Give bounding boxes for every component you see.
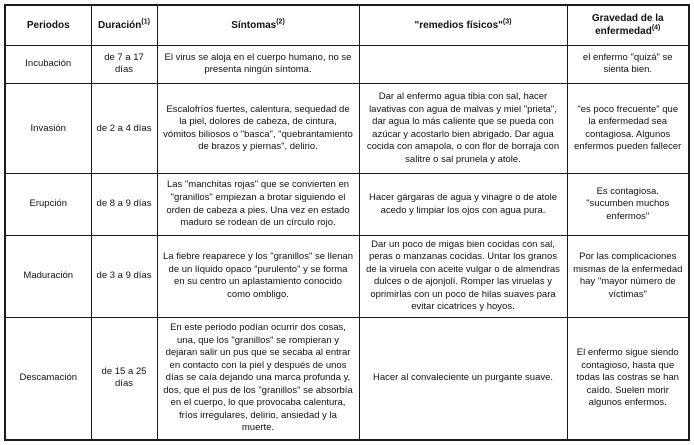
header-row xyxy=(5,5,689,45)
cell-erupcion-sintomas: Las "manchitas rojas" que se convierten en "granillos" empiezan a brotar siguiendo el orden de cabeza a pies. Una vez en estado maduro se rodean de un círculo rojo. xyxy=(157,174,359,235)
cell-maduracion-remedios: Dar un poco de migas bien cocidas con sal, peras o manzanas cocidas. Untar los granos de la viruela con aceite vulgar o de almendras dulces o de ajonjolí. Romper las viruelas y oprimirlas con un poco de hilas suaves para evitar cicatrices y hoyos. xyxy=(359,235,567,317)
table-row-descamacion xyxy=(5,317,689,440)
cell-maduracion-sintomas: La fiebre reaparece y los "granillos" se llenan de un líquido opaco "purulento" y se forma en su centro un aplastamiento conocido como ombligo. xyxy=(157,235,359,317)
table-row-invasion xyxy=(5,84,689,174)
cell-invasion-duracion: de 2 a 4 días xyxy=(91,84,157,174)
cell-erupcion-remedios: Hacer gárgaras de agua y vinagre o de atole acedo y limpiar los ojos con agua pura. xyxy=(359,174,567,235)
cell-invasion-gravedad: "es poco frecuente" que la enfermedad sea contagiosa. Algunos enfermos pueden fallecer xyxy=(567,84,689,174)
cell-descamacion-periodo: Descamación xyxy=(5,317,91,440)
header-label: Gravedad de la enfermedad xyxy=(591,13,664,38)
column-header-duracion xyxy=(91,5,157,45)
cell-maduracion-periodo: Maduración xyxy=(5,235,91,317)
cell-incubacion-gravedad: el enfermo "quizá" se sienta bien. xyxy=(567,45,689,84)
cell-descamacion-sintomas: En este periodo podían ocurrir dos cosas, una, que los "granillos" se rompieran y dejaran salir un pus que se secaba al entrar en contacto con la piel y después de unos días se caía dejando una marca profunda y, dos, que el pus de los "granillos" se absorbía en el cuerpo, lo que provocaba calentura, fríos irregulares, delirio, ansiedad y la muerte. xyxy=(157,317,359,440)
cell-invasion-sintomas: Escalofríos fuertes, calentura, sequedad de la piel, dolores de cabeza, de cintura, vómitos biliosos o "basca", "quebrantamiento de brazos y piernas", delirio. xyxy=(157,84,359,174)
cell-descamacion-gravedad: El enfermo sigue siendo contagioso, hasta que todas las costras se han caído. Suelen morir algunos enfermos. xyxy=(567,317,689,440)
cell-maduracion-duracion: de 3 a 9 días xyxy=(91,235,157,317)
cell-incubacion-duracion: de 7 a 17 días xyxy=(91,45,157,84)
table-row-incubacion xyxy=(5,45,689,84)
cell-incubacion-remedios xyxy=(359,45,567,84)
column-header-periodos xyxy=(5,5,91,45)
cell-invasion-remedios: Dar al enfermo agua tibia con sal, hacer lavativas con agua de malvas y miel "prieta", dar agua lo más caliente que se pueda con azúcar y acostarlo bien abrigado. Dar agua cocida con amapola, o con flor de borraja con salitre o sal prunela y atole. xyxy=(359,84,567,174)
cell-incubacion-sintomas: El virus se aloja en el cuerpo humano, no se presenta ningún síntoma. xyxy=(157,45,359,84)
column-header-gravedad xyxy=(567,5,689,45)
header-label: Síntomas xyxy=(231,19,277,31)
header-footnote-ref: (3) xyxy=(502,18,512,26)
header-footnote-ref: (2) xyxy=(276,18,285,26)
column-header-remedios xyxy=(359,5,567,45)
table-row-maduracion xyxy=(5,235,689,317)
header-label: "remedios físicos" xyxy=(414,19,503,31)
cell-descamacion-duracion: de 15 a 25 días xyxy=(91,317,157,440)
cell-maduracion-gravedad: Por las complicaciones mismas de la enfermedad hay "mayor número de víctimas" xyxy=(567,235,689,317)
header-footnote-ref: (1) xyxy=(141,18,150,26)
cell-erupcion-duracion: de 8 a 9 días xyxy=(91,174,157,235)
column-header-sintomas xyxy=(157,5,359,45)
smallpox-stages-table xyxy=(4,4,690,441)
header-label: Duración xyxy=(98,19,142,31)
header-footnote-ref: (4) xyxy=(651,24,661,32)
header-label: Periodos xyxy=(26,19,70,31)
cell-invasion-periodo: Invasión xyxy=(5,84,91,174)
cell-incubacion-periodo: Incubación xyxy=(5,45,91,84)
cell-erupcion-periodo: Erupción xyxy=(5,174,91,235)
cell-erupcion-gravedad: Es contagiosa. "sucumben muchos enfermos" xyxy=(567,174,689,235)
cell-descamacion-remedios: Hacer al convaleciente un purgante suave. xyxy=(359,317,567,440)
table-row-erupcion xyxy=(5,174,689,235)
